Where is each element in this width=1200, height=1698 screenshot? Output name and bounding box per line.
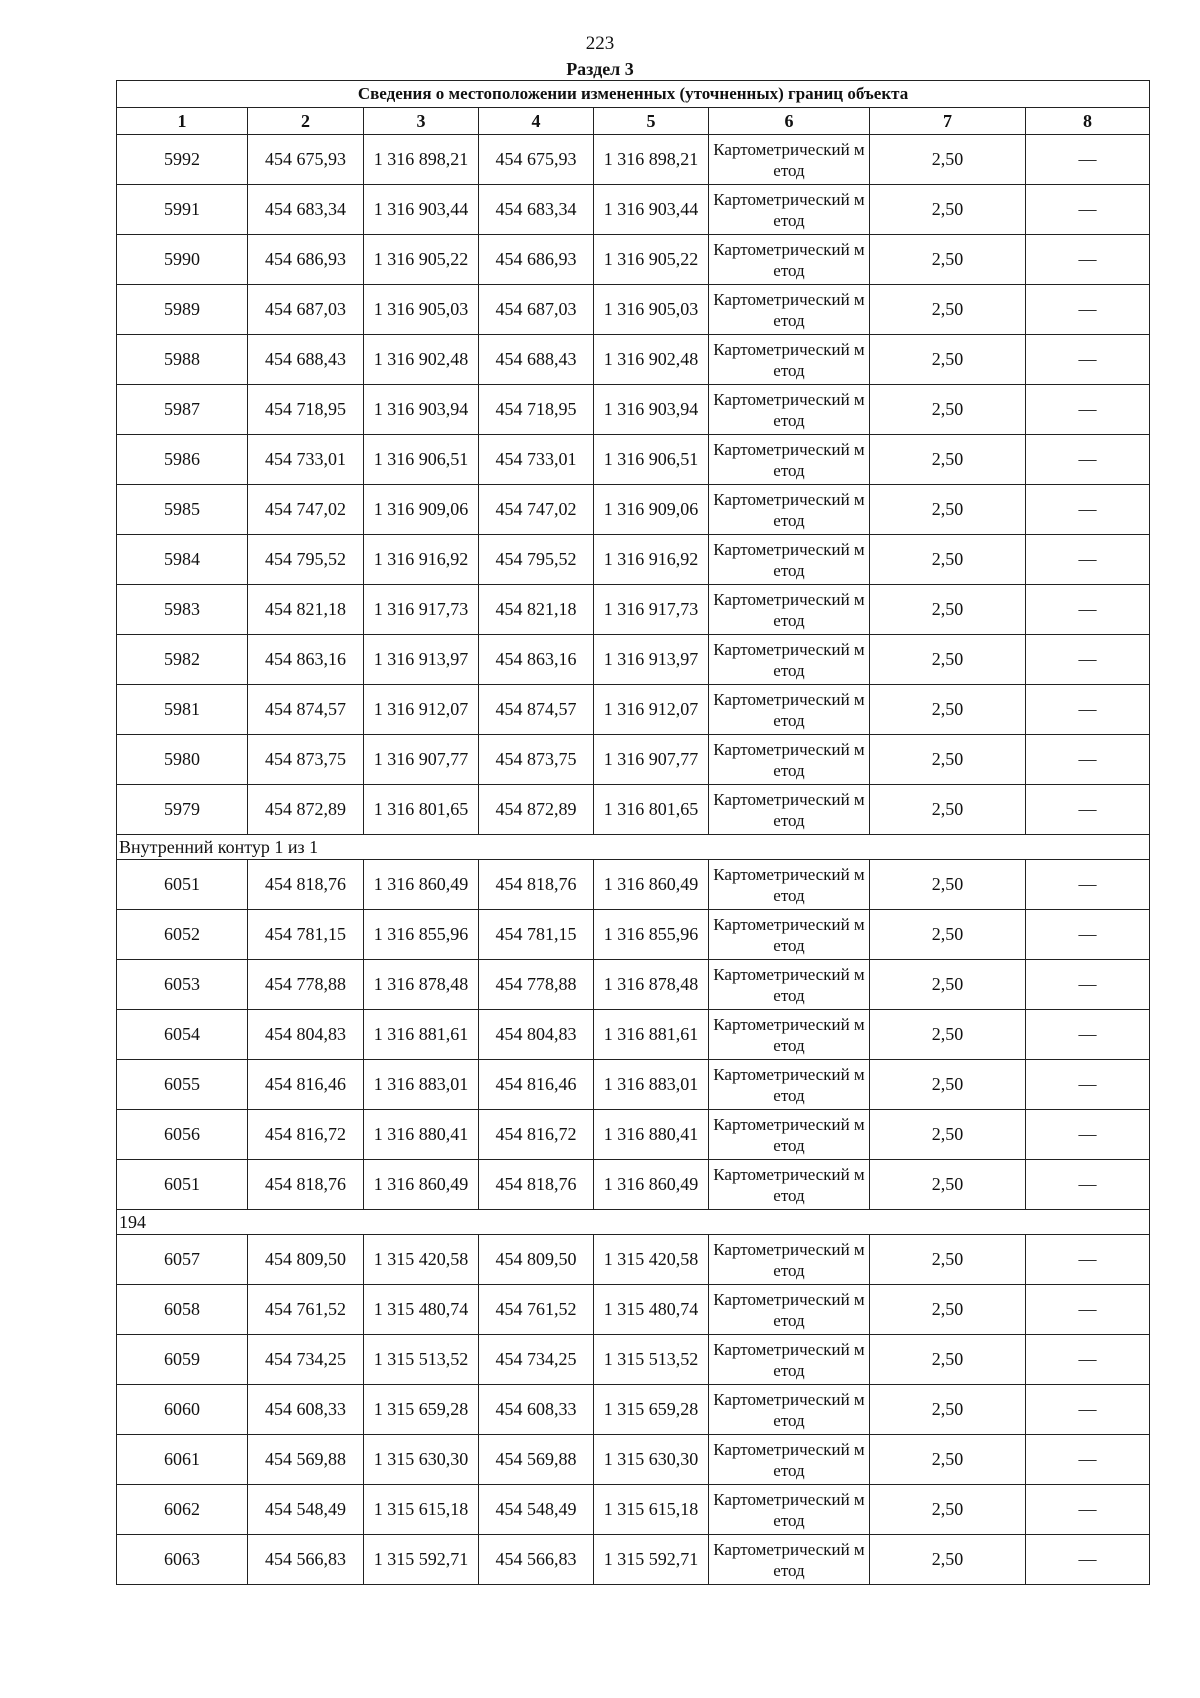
table-cell-col7: 2,50 — [870, 185, 1026, 235]
table-cell-col4: 454 675,93 — [479, 135, 594, 185]
table-cell-col2: 454 687,03 — [248, 285, 364, 335]
page-number: 223 — [585, 33, 615, 54]
table-cell-col5: 1 316 898,21 — [594, 135, 709, 185]
table-cell-col7: 2,50 — [870, 1160, 1026, 1210]
table-cell-col8: — — [1026, 910, 1150, 960]
table-row — [117, 685, 1150, 735]
table-row — [117, 1335, 1150, 1385]
table-cell-col8: — — [1026, 735, 1150, 785]
table-cell-col1: 6058 — [117, 1285, 248, 1335]
table-cell-col6: Картометрический метод — [709, 635, 870, 685]
table-cell-col4: 454 874,57 — [479, 685, 594, 735]
column-number-4: 4 — [479, 108, 594, 135]
table-cell-col6: Картометрический метод — [709, 485, 870, 535]
table-cell-col2: 454 874,57 — [248, 685, 364, 735]
table-cell-col7: 2,50 — [870, 1435, 1026, 1485]
table-cell-col1: 6056 — [117, 1110, 248, 1160]
table-cell-col5: 1 316 907,77 — [594, 735, 709, 785]
table-cell-col5: 1 315 615,18 — [594, 1485, 709, 1535]
table-row — [117, 635, 1150, 685]
table-cell-col6: Картометрический метод — [709, 285, 870, 335]
table-cell-col8: — — [1026, 1160, 1150, 1210]
table-cell-col2: 454 569,88 — [248, 1435, 364, 1485]
table-cell-col6: Картометрический метод — [709, 1535, 870, 1585]
table-cell-col1: 5991 — [117, 185, 248, 235]
table-cell-col3: 1 316 905,03 — [364, 285, 479, 335]
table-cell-col1: 5992 — [117, 135, 248, 185]
table-cell-col5: 1 316 855,96 — [594, 910, 709, 960]
table-cell-col5: 1 316 860,49 — [594, 1160, 709, 1210]
table-cell-col5: 1 316 906,51 — [594, 435, 709, 485]
table-body — [117, 135, 1150, 1585]
table-cell-col5: 1 316 878,48 — [594, 960, 709, 1010]
table-cell-col8: — — [1026, 785, 1150, 835]
table-cell-col1: 5980 — [117, 735, 248, 785]
contour-label: Внутренний контур 1 из 1 — [117, 835, 1150, 860]
table-cell-col7: 2,50 — [870, 910, 1026, 960]
table-cell-col5: 1 316 881,61 — [594, 1010, 709, 1060]
table-cell-col6: Картометрический метод — [709, 785, 870, 835]
table-cell-col2: 454 778,88 — [248, 960, 364, 1010]
table-row — [117, 1235, 1150, 1285]
table-cell-col5: 1 316 909,06 — [594, 485, 709, 535]
table-cell-col4: 454 816,72 — [479, 1110, 594, 1160]
table-cell-col4: 454 818,76 — [479, 860, 594, 910]
table-cell-col4: 454 863,16 — [479, 635, 594, 685]
table-cell-col1: 6051 — [117, 860, 248, 910]
table-cell-col7: 2,50 — [870, 1010, 1026, 1060]
table-cell-col7: 2,50 — [870, 485, 1026, 535]
table-cell-col4: 454 795,52 — [479, 535, 594, 585]
table-cell-col3: 1 315 513,52 — [364, 1335, 479, 1385]
table-cell-col6: Картометрический метод — [709, 135, 870, 185]
table-cell-col7: 2,50 — [870, 135, 1026, 185]
table-cell-col4: 454 873,75 — [479, 735, 594, 785]
table-cell-col3: 1 315 592,71 — [364, 1535, 479, 1585]
table-cell-col8: — — [1026, 585, 1150, 635]
table-cell-col1: 5986 — [117, 435, 248, 485]
column-number-3: 3 — [364, 108, 479, 135]
table-row — [117, 1060, 1150, 1110]
table-cell-col8: — — [1026, 1110, 1150, 1160]
table-cell-col1: 6060 — [117, 1385, 248, 1435]
table-cell-col8: — — [1026, 1385, 1150, 1435]
table-cell-col1: 6051 — [117, 1160, 248, 1210]
column-number-1: 1 — [117, 108, 248, 135]
column-number-row — [117, 108, 1150, 135]
table-cell-col6: Картометрический метод — [709, 685, 870, 735]
table-title: Сведения о местоположении измененных (уточненных) границ объекта — [117, 81, 1150, 108]
table-cell-col6: Картометрический метод — [709, 1485, 870, 1535]
table-cell-col2: 454 718,95 — [248, 385, 364, 435]
table-cell-col4: 454 809,50 — [479, 1235, 594, 1285]
table-cell-col6: Картометрический метод — [709, 1335, 870, 1385]
table-cell-col2: 454 816,72 — [248, 1110, 364, 1160]
table-cell-col4: 454 747,02 — [479, 485, 594, 535]
section-title: Раздел 3 — [566, 59, 634, 79]
table-cell-col5: 1 316 801,65 — [594, 785, 709, 835]
table-cell-col4: 454 569,88 — [479, 1435, 594, 1485]
table-cell-col2: 454 863,16 — [248, 635, 364, 685]
contour-label: 194 — [117, 1210, 1150, 1235]
table-cell-col8: — — [1026, 1010, 1150, 1060]
table-cell-col1: 5988 — [117, 335, 248, 385]
table-cell-col8: — — [1026, 185, 1150, 235]
table-cell-col3: 1 316 801,65 — [364, 785, 479, 835]
table-cell-col4: 454 821,18 — [479, 585, 594, 635]
table-cell-col7: 2,50 — [870, 785, 1026, 835]
table-row — [117, 535, 1150, 585]
table-row — [117, 385, 1150, 435]
table-cell-col7: 2,50 — [870, 1385, 1026, 1435]
table-cell-col8: — — [1026, 960, 1150, 1010]
table-cell-col6: Картометрический метод — [709, 1160, 870, 1210]
table-cell-col7: 2,50 — [870, 1285, 1026, 1335]
table-cell-col2: 454 747,02 — [248, 485, 364, 535]
table-cell-col6: Картометрический метод — [709, 1435, 870, 1485]
table-cell-col7: 2,50 — [870, 335, 1026, 385]
table-cell-col5: 1 316 912,07 — [594, 685, 709, 735]
table-cell-col5: 1 316 916,92 — [594, 535, 709, 585]
table-cell-col3: 1 316 860,49 — [364, 1160, 479, 1210]
table-cell-col3: 1 316 912,07 — [364, 685, 479, 735]
table-cell-col6: Картометрический метод — [709, 585, 870, 635]
table-cell-col3: 1 315 630,30 — [364, 1435, 479, 1485]
table-cell-col6: Картометрический метод — [709, 1385, 870, 1435]
table-cell-col2: 454 688,43 — [248, 335, 364, 385]
table-cell-col7: 2,50 — [870, 860, 1026, 910]
table-cell-col1: 5989 — [117, 285, 248, 335]
table-cell-col8: — — [1026, 285, 1150, 335]
table-row — [117, 285, 1150, 335]
column-number-8: 8 — [1026, 108, 1150, 135]
table-cell-col8: — — [1026, 1235, 1150, 1285]
table-cell-col4: 454 734,25 — [479, 1335, 594, 1385]
table-cell-col3: 1 316 903,94 — [364, 385, 479, 435]
table-cell-col8: — — [1026, 235, 1150, 285]
table-cell-col4: 454 761,52 — [479, 1285, 594, 1335]
table-cell-col7: 2,50 — [870, 1235, 1026, 1285]
table-cell-col8: — — [1026, 1435, 1150, 1485]
table-cell-col8: — — [1026, 685, 1150, 735]
table-cell-col6: Картометрический метод — [709, 435, 870, 485]
table-row — [117, 1110, 1150, 1160]
table-cell-col2: 454 872,89 — [248, 785, 364, 835]
table-cell-col1: 5990 — [117, 235, 248, 285]
table-cell-col1: 6054 — [117, 1010, 248, 1060]
table-row — [117, 485, 1150, 535]
table-cell-col6: Картометрический метод — [709, 910, 870, 960]
table-row — [117, 1285, 1150, 1335]
table-row — [117, 1485, 1150, 1535]
table-cell-col2: 454 734,25 — [248, 1335, 364, 1385]
table-cell-col3: 1 316 907,77 — [364, 735, 479, 785]
table-cell-col7: 2,50 — [870, 635, 1026, 685]
table-cell-col7: 2,50 — [870, 585, 1026, 635]
table-cell-col8: — — [1026, 1060, 1150, 1110]
table-cell-col3: 1 316 881,61 — [364, 1010, 479, 1060]
table-cell-col6: Картометрический метод — [709, 535, 870, 585]
table-row — [117, 185, 1150, 235]
table-cell-col8: — — [1026, 535, 1150, 585]
table-cell-col6: Картометрический метод — [709, 185, 870, 235]
table-cell-col1: 6063 — [117, 1535, 248, 1585]
table-row — [117, 860, 1150, 910]
table-cell-col2: 454 608,33 — [248, 1385, 364, 1435]
table-cell-col5: 1 316 917,73 — [594, 585, 709, 635]
table-cell-col5: 1 316 880,41 — [594, 1110, 709, 1160]
table-cell-col6: Картометрический метод — [709, 1110, 870, 1160]
table-cell-col3: 1 316 878,48 — [364, 960, 479, 1010]
table-cell-col3: 1 316 905,22 — [364, 235, 479, 285]
table-cell-col6: Картометрический метод — [709, 235, 870, 285]
table-cell-col3: 1 316 917,73 — [364, 585, 479, 635]
table-cell-col4: 454 816,46 — [479, 1060, 594, 1110]
table-cell-col6: Картометрический метод — [709, 1010, 870, 1060]
table-cell-col5: 1 316 903,44 — [594, 185, 709, 235]
table-cell-col3: 1 316 903,44 — [364, 185, 479, 235]
table-cell-col2: 454 818,76 — [248, 1160, 364, 1210]
table-row — [117, 1435, 1150, 1485]
table-cell-col7: 2,50 — [870, 1335, 1026, 1385]
table-cell-col5: 1 316 902,48 — [594, 335, 709, 385]
table-cell-col3: 1 316 883,01 — [364, 1060, 479, 1110]
table-cell-col5: 1 316 913,97 — [594, 635, 709, 685]
table-cell-col3: 1 316 906,51 — [364, 435, 479, 485]
table-cell-col2: 454 795,52 — [248, 535, 364, 585]
table-cell-col8: — — [1026, 1335, 1150, 1385]
table-cell-col6: Картометрический метод — [709, 1285, 870, 1335]
table-cell-col4: 454 733,01 — [479, 435, 594, 485]
table-cell-col2: 454 816,46 — [248, 1060, 364, 1110]
table-cell-col8: — — [1026, 1535, 1150, 1585]
table-cell-col2: 454 821,18 — [248, 585, 364, 635]
table-cell-col1: 5987 — [117, 385, 248, 435]
table-cell-col5: 1 316 905,03 — [594, 285, 709, 335]
table-cell-col3: 1 315 480,74 — [364, 1285, 479, 1335]
contour-label-row — [117, 1210, 1150, 1235]
table-cell-col3: 1 316 916,92 — [364, 535, 479, 585]
table-cell-col2: 454 675,93 — [248, 135, 364, 185]
table-cell-col8: — — [1026, 485, 1150, 535]
table-cell-col2: 454 686,93 — [248, 235, 364, 285]
table-cell-col2: 454 566,83 — [248, 1535, 364, 1585]
table-cell-col7: 2,50 — [870, 685, 1026, 735]
table-cell-col1: 6053 — [117, 960, 248, 1010]
table-cell-col7: 2,50 — [870, 435, 1026, 485]
column-number-2: 2 — [248, 108, 364, 135]
table-cell-col2: 454 683,34 — [248, 185, 364, 235]
table-cell-col6: Картометрический метод — [709, 385, 870, 435]
table-cell-col4: 454 818,76 — [479, 1160, 594, 1210]
table-cell-col7: 2,50 — [870, 235, 1026, 285]
table-cell-col8: — — [1026, 135, 1150, 185]
table-row — [117, 960, 1150, 1010]
column-number-5: 5 — [594, 108, 709, 135]
table-cell-col1: 5985 — [117, 485, 248, 535]
table-cell-col8: — — [1026, 435, 1150, 485]
table-cell-col5: 1 315 513,52 — [594, 1335, 709, 1385]
table-cell-col1: 5982 — [117, 635, 248, 685]
contour-label-row — [117, 835, 1150, 860]
table-row — [117, 435, 1150, 485]
table-row — [117, 785, 1150, 835]
table-cell-col2: 454 733,01 — [248, 435, 364, 485]
table-row — [117, 1385, 1150, 1435]
table-cell-col1: 6052 — [117, 910, 248, 960]
table-cell-col8: — — [1026, 1285, 1150, 1335]
table-row — [117, 585, 1150, 635]
table-row — [117, 1160, 1150, 1210]
table-cell-col5: 1 316 903,94 — [594, 385, 709, 435]
table-cell-col4: 454 548,49 — [479, 1485, 594, 1535]
table-cell-col5: 1 315 592,71 — [594, 1535, 709, 1585]
table-row — [117, 735, 1150, 785]
table-cell-col8: — — [1026, 635, 1150, 685]
table-cell-col5: 1 316 905,22 — [594, 235, 709, 285]
table-cell-col3: 1 315 659,28 — [364, 1385, 479, 1435]
table-cell-col4: 454 872,89 — [479, 785, 594, 835]
column-number-6: 6 — [709, 108, 870, 135]
table-cell-col8: — — [1026, 1485, 1150, 1535]
table-cell-col4: 454 781,15 — [479, 910, 594, 960]
table-cell-col6: Картометрический метод — [709, 735, 870, 785]
table-cell-col1: 6061 — [117, 1435, 248, 1485]
table-row — [117, 235, 1150, 285]
table-cell-col4: 454 688,43 — [479, 335, 594, 385]
table-cell-col3: 1 316 860,49 — [364, 860, 479, 910]
table-cell-col1: 5983 — [117, 585, 248, 635]
table-cell-col3: 1 315 615,18 — [364, 1485, 479, 1535]
table-cell-col4: 454 566,83 — [479, 1535, 594, 1585]
table-cell-col4: 454 687,03 — [479, 285, 594, 335]
table-cell-col2: 454 548,49 — [248, 1485, 364, 1535]
table-cell-col6: Картометрический метод — [709, 1060, 870, 1110]
table-cell-col4: 454 804,83 — [479, 1010, 594, 1060]
table-cell-col8: — — [1026, 860, 1150, 910]
table-cell-col7: 2,50 — [870, 385, 1026, 435]
table-cell-col6: Картометрический метод — [709, 860, 870, 910]
table-row — [117, 1535, 1150, 1585]
table-row — [117, 135, 1150, 185]
table-cell-col6: Картометрический метод — [709, 1235, 870, 1285]
column-number-7: 7 — [870, 108, 1026, 135]
table-cell-col2: 454 781,15 — [248, 910, 364, 960]
table-row — [117, 1010, 1150, 1060]
table-cell-col8: — — [1026, 385, 1150, 435]
table-cell-col4: 454 686,93 — [479, 235, 594, 285]
table-cell-col1: 6062 — [117, 1485, 248, 1535]
coordinates-table — [116, 80, 1150, 1585]
table-cell-col1: 5981 — [117, 685, 248, 735]
table-cell-col7: 2,50 — [870, 535, 1026, 585]
table-cell-col7: 2,50 — [870, 1485, 1026, 1535]
table-cell-col1: 6057 — [117, 1235, 248, 1285]
table-cell-col4: 454 718,95 — [479, 385, 594, 435]
table-cell-col3: 1 316 855,96 — [364, 910, 479, 960]
table-cell-col7: 2,50 — [870, 735, 1026, 785]
table-cell-col5: 1 315 630,30 — [594, 1435, 709, 1485]
table-cell-col2: 454 804,83 — [248, 1010, 364, 1060]
table-row — [117, 335, 1150, 385]
table-cell-col2: 454 873,75 — [248, 735, 364, 785]
table-cell-col2: 454 761,52 — [248, 1285, 364, 1335]
table-cell-col3: 1 316 913,97 — [364, 635, 479, 685]
table-cell-col3: 1 316 898,21 — [364, 135, 479, 185]
table-cell-col7: 2,50 — [870, 1110, 1026, 1160]
table-cell-col6: Картометрический метод — [709, 960, 870, 1010]
table-cell-col2: 454 818,76 — [248, 860, 364, 910]
table-cell-col4: 454 608,33 — [479, 1385, 594, 1435]
table-cell-col4: 454 683,34 — [479, 185, 594, 235]
table-cell-col8: — — [1026, 335, 1150, 385]
table-cell-col7: 2,50 — [870, 1535, 1026, 1585]
table-cell-col3: 1 316 909,06 — [364, 485, 479, 535]
table-cell-col7: 2,50 — [870, 960, 1026, 1010]
table-cell-col1: 6055 — [117, 1060, 248, 1110]
table-cell-col1: 5979 — [117, 785, 248, 835]
table-cell-col3: 1 315 420,58 — [364, 1235, 479, 1285]
table-cell-col5: 1 315 420,58 — [594, 1235, 709, 1285]
table-cell-col6: Картометрический метод — [709, 335, 870, 385]
table-cell-col7: 2,50 — [870, 285, 1026, 335]
table-cell-col5: 1 315 659,28 — [594, 1385, 709, 1435]
table-cell-col1: 5984 — [117, 535, 248, 585]
table-cell-col3: 1 316 880,41 — [364, 1110, 479, 1160]
table-cell-col1: 6059 — [117, 1335, 248, 1385]
table-cell-col5: 1 316 860,49 — [594, 860, 709, 910]
table-row — [117, 910, 1150, 960]
table-cell-col5: 1 315 480,74 — [594, 1285, 709, 1335]
table-cell-col4: 454 778,88 — [479, 960, 594, 1010]
table-cell-col3: 1 316 902,48 — [364, 335, 479, 385]
table-cell-col5: 1 316 883,01 — [594, 1060, 709, 1110]
table-cell-col7: 2,50 — [870, 1060, 1026, 1110]
table-cell-col2: 454 809,50 — [248, 1235, 364, 1285]
